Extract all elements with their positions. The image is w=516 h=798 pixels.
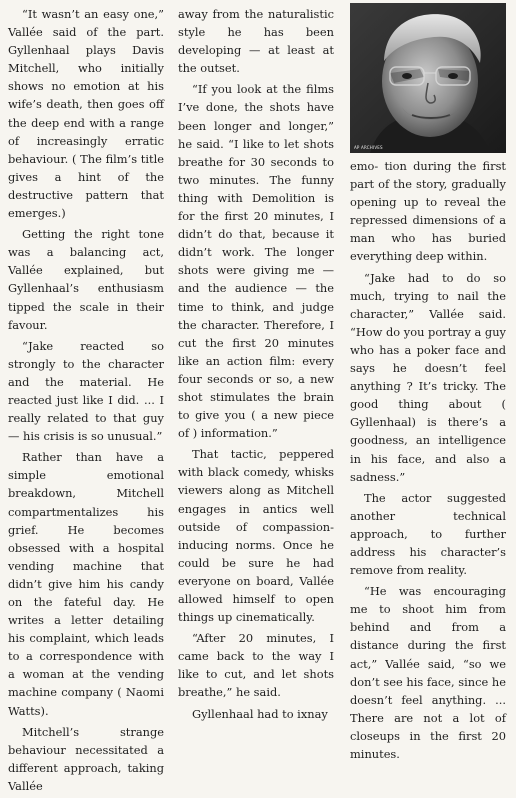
paragraph: “Jake had to do so much, trying to nail the character,” Vallée said. “How do you portray a guy who has a poker face and says he doesn’t feel anything ? It’s tricky. The good thing about ( Gyllenhaal) is there’s a goodness, an intelligence in his face, and also a sadness.” [350,270,506,484]
article-column-1 [8,5,164,798]
paragraph: Mitchell’s strange behaviour necessitated a different approach, taking Vallée [8,724,164,793]
paragraph: “He was encouraging me to shoot him from behind and from a distance during the first act,” Vallée said, “so we don’t see his face, since he doesn’t feel anything. ... There are not a lot of closeups in the first 20 minutes. [350,584,506,761]
paragraph: “If you look at the films I’ve done, the shots have been longer and longer,” he said. “I like to let shots breathe for 30 seconds to two minutes. The funny thing with Demolition is for the first 20 minutes, I didn’t do that, because it didn’t work. The longer shots were giving me — and the audience — the time to think, and judge the character. Therefore, I cut the first 20 minutes like an action film: every four seconds or so, a new shot stimulates the brain to give you ( a new piece of ) information.” [178,82,334,441]
article-column-3 [350,157,506,766]
paragraph: Rather than have a simple emotional breakdown, Mitchell compartmentalizes his grief. He becomes obsessed with a hospital vending machine that didn’t give him his candy on the fateful day. He writes a letter detailing his complaint, which leads to a correspondence with a woman at the vending machine company ( Naomi Watts). [8,450,164,718]
paragraph: Getting the right tone was a balancing act, Vallée explained, but Gyllenhaal’s enthusiasm tipped the scale in their favour. [8,227,164,332]
paragraph: The actor suggested another technical approach, to further address his character’s remove from reality. [350,490,506,578]
director-portrait-photo [350,3,506,153]
photo-credit: AP ARCHIVES [354,145,383,150]
paragraph: “Jake reacted so strongly to the character and the material. He reacted just like I did. ... I really related to that guy — his crisis is so unusual.” [8,338,164,444]
paragraph: “It wasn’t an easy one,” Vallée said of the part. Gyllenhaal plays Davis Mitchell, who initially shows no emotion at his wife’s death, then goes off the deep end with a range of increasingly erratic behaviour. ( The film’s title gives a hint of the destructive pattern that emerges.) [8,7,164,221]
paragraph: That tactic, peppered with black comedy, whisks viewers along as Mitchell engages in antics well outside of compassion- inducing norms. Once he could be sure he had everyone on board, Vallée allowed himself to open things up cinematically. [178,447,334,625]
paragraph: Gyllenhaal had to ixnay [192,706,328,721]
portrait-illustration [350,3,506,153]
paragraph: emo- tion during the first part of the story, gradually opening up to reveal the repressed dimensions of a man who has buried everything deep within. [350,159,506,264]
paragraph: away from the naturalistic style he has been developing — at least at the outset. [178,7,334,76]
paragraph: “After 20 minutes, I came back to the way I like to cut, and let shots breathe,” he said. [178,631,334,700]
article-column-2 [178,5,334,726]
